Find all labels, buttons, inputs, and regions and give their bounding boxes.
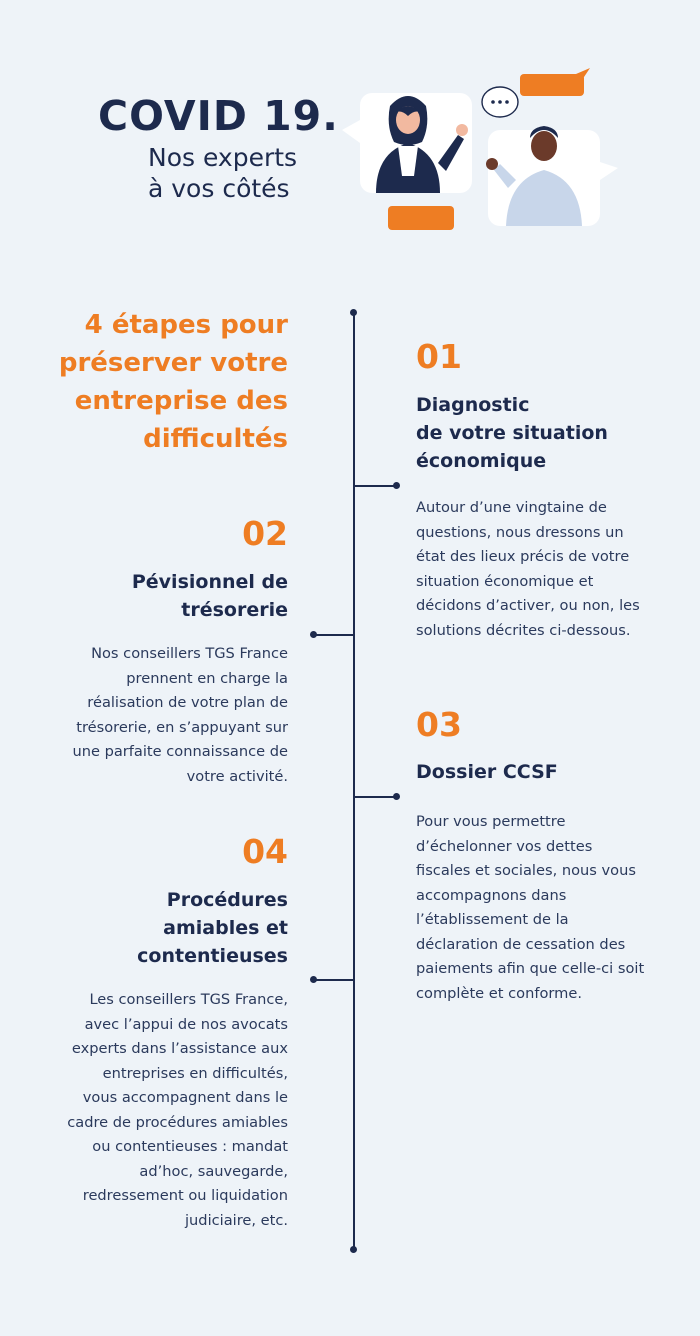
speech-bubble-icon [388,206,454,230]
step-description [28,642,288,789]
step-text-line: cadre de procédures amiables [67,1113,288,1131]
step-text-line: une parfaite connaissance de [72,743,288,760]
step-text-line: fiscales et sociales, nous vous [416,862,636,879]
timeline-dot [310,631,317,638]
section-headline [0,306,288,458]
headline-line: préserver votre [58,348,288,378]
timeline-dot [393,793,400,800]
step-title-line: Procédures [166,889,288,911]
subtitle-line: à vos côtés [148,174,290,203]
step-text-line: déclaration de cessation des [416,935,626,953]
step-text-line: avec l’appui de nos avocats [84,1015,288,1033]
step-description [416,496,666,643]
step-text-line: ad’hoc, sauvegarde, [139,1162,288,1180]
timeline-dot [393,482,400,489]
step-text-line: Pour vous permettre [416,813,566,830]
step-text-line: ou contentieuses : mandat [92,1138,288,1155]
headline-line: difficultés [143,424,288,454]
timeline-connector [354,796,396,798]
step-title-line: économique [416,450,547,472]
headline-line: 4 étapes pour [84,310,288,340]
step-text-line: décidons d’activer, ou non, les [416,597,640,614]
step-title [28,886,288,970]
step-text-line: Nos conseillers TGS France [91,645,288,662]
page-title: COVID 19. [98,92,339,140]
step-text-line: judiciaire, etc. [185,1211,288,1229]
step-text-line: d’échelonner vos dettes [416,837,593,855]
step-text-line: état des lieux précis de votre [416,548,630,565]
step-text-line: votre activité. [186,767,288,785]
step-text-line: entreprises en difficultés, [102,1064,288,1082]
timeline-connector [314,979,354,981]
timeline-line [353,313,355,1250]
step-text-line: prennent en charge la [126,669,288,687]
step-title-line: de votre situation [416,422,608,444]
timeline-end-dot [350,1246,357,1253]
step-text-line: experts dans l’assistance aux [71,1040,288,1057]
step-text-line: vous accompagnent dans le [82,1089,288,1106]
step-title-line: trésorerie [181,599,288,621]
step-text-line: situation économique et [416,572,594,590]
timeline-connector [314,634,354,636]
step-text-line: redressement ou liquidation [82,1187,288,1204]
page-subtitle [148,142,297,204]
speech-bubble-icon [520,74,584,96]
step-title [28,568,288,624]
step-text-line: l’établissement de la [416,911,569,928]
step-text-line: questions, nous dressons un [416,523,624,541]
step-number: 04 [242,832,288,871]
timeline-dot [310,976,317,983]
step-title-line: amiables et [163,917,288,939]
step-text-line: complète et conforme. [416,984,582,1002]
step-title-line: contentieuses [137,945,288,967]
subtitle-line: Nos experts [148,143,298,172]
step-text-line: paiements afin que celle-ci soit [416,960,645,977]
step-text-line: trésorerie, en s’appuyant sur [76,718,288,736]
step-description [28,988,288,1233]
step-number: 01 [416,337,462,376]
timeline-connector [354,485,396,487]
step-title-line: Dossier CCSF [416,761,558,783]
timeline-start-dot [350,309,357,316]
step-title [416,391,666,475]
step-title-line: Pévisionnel de [131,571,288,593]
step-text-line: solutions décrites ci-dessous. [416,621,631,639]
step-title-line: Diagnostic [416,394,530,416]
step-text-line: Autour d’une vingtaine de [416,499,607,516]
step-text-line: accompagnons dans [416,886,567,904]
step-description [416,810,666,1006]
step-title [416,758,666,786]
conversation-illustration [340,68,620,238]
step-number: 02 [242,514,288,553]
step-text-line: Les conseillers TGS France, [89,991,288,1008]
headline-line: entreprise des [74,386,288,416]
step-text-line: réalisation de votre plan de [87,694,288,711]
step-number: 03 [416,705,462,744]
